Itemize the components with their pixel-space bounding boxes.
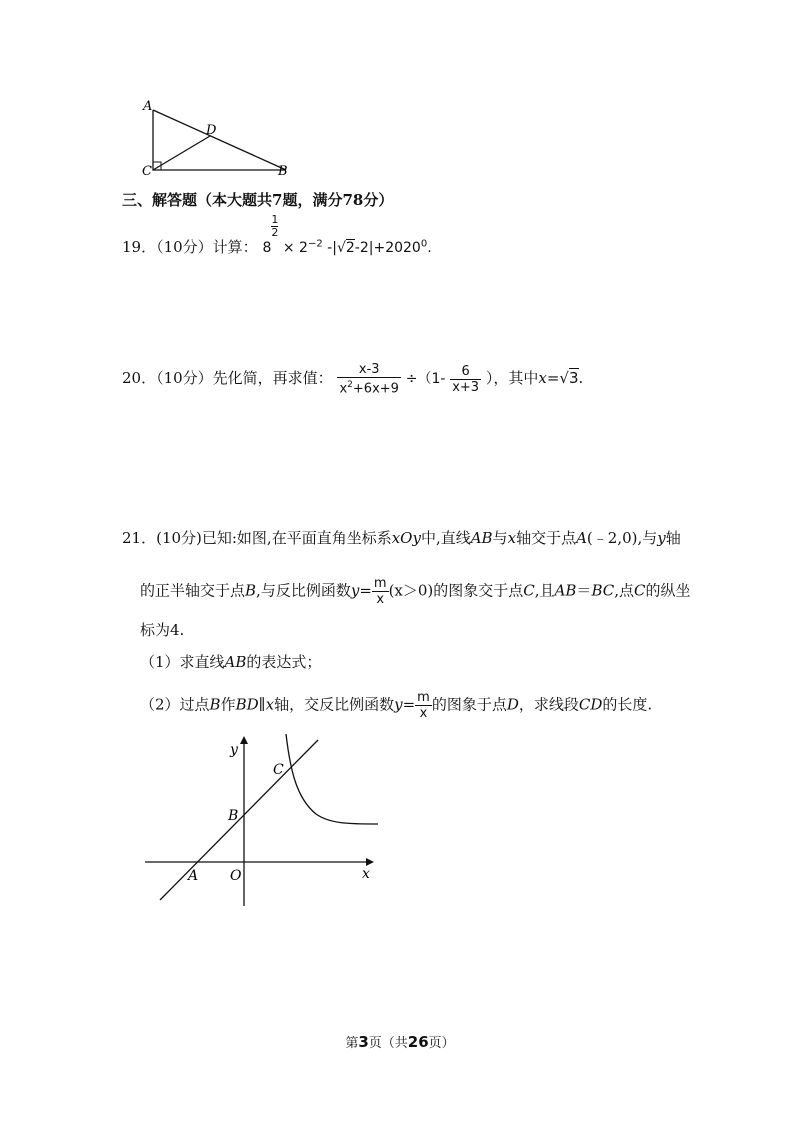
axis-y-label: y — [230, 742, 238, 758]
triangle-figure — [138, 96, 298, 180]
page-footer: 第3页（共26页） — [345, 1033, 455, 1051]
label-C: C — [142, 164, 152, 179]
label-A: A — [143, 99, 153, 114]
point-B-label: B — [228, 808, 239, 824]
origin-label: O — [230, 868, 242, 884]
question-19 — [122, 213, 432, 264]
label-B: B — [278, 164, 288, 179]
section-heading: 三、解答题（本大题共7题，满分78分） — [122, 191, 394, 209]
q21-fraction-m-x-2: $\frac{m}{x}$ — [417, 690, 430, 721]
question-21-line-2: 的正半轴交于点B,与反比例函数y= $\frac{m}{x}$ (x＞0)的图象交于点C,且AB＝BC,点C的纵坐 — [140, 576, 691, 607]
q21-fraction-m-x: $\frac{m}{x}$ — [373, 576, 387, 607]
q19-number: 19． — [122, 237, 157, 256]
q20-fraction-2: $\frac{6}{x+3}$ — [452, 363, 480, 395]
question-21-part-1: （1）求直线AB的表达式； — [140, 653, 322, 671]
sqrt-symbol: √ — [336, 239, 346, 256]
page-number: 3 — [358, 1033, 369, 1051]
sqrt-symbol: √ — [559, 369, 569, 388]
axis-x-label: x — [362, 866, 370, 882]
label-D: D — [206, 123, 217, 138]
point-C-label: C — [273, 762, 284, 778]
q19-score: （10分）计算： — [156, 237, 258, 256]
point-A-label: A — [188, 868, 199, 884]
question-20: 20．（10分）先化简，再求值： $\frac{x-3}{x^2+6x+9}$ ÷（1- $\frac{6}{x+3}$ ），其中x=√3. — [122, 362, 584, 397]
question-21-line-3: 标为4. — [140, 621, 185, 639]
q20-fraction-1: $\frac{x-3}{x^2+6x+9}$ — [339, 362, 399, 397]
question-21-line-1: 21．(10分)已知:如图,在平面直角坐标系xOy中,直线AB与x轴交于点A(﹣2,0),与y轴 — [122, 529, 681, 547]
page-total: 26 — [407, 1033, 429, 1051]
coordinate-graph — [140, 728, 390, 912]
question-21-part-2: （2）过点B作BD∥x轴，交反比例函数y= $\frac{m}{x}$ 的图象于点D，求线段CD的长度. — [140, 690, 653, 721]
q19-expression: 8 $\frac{1}{2}$ × $2^{-2}$ $-|√2-2|+2020^0$. — [262, 213, 432, 256]
